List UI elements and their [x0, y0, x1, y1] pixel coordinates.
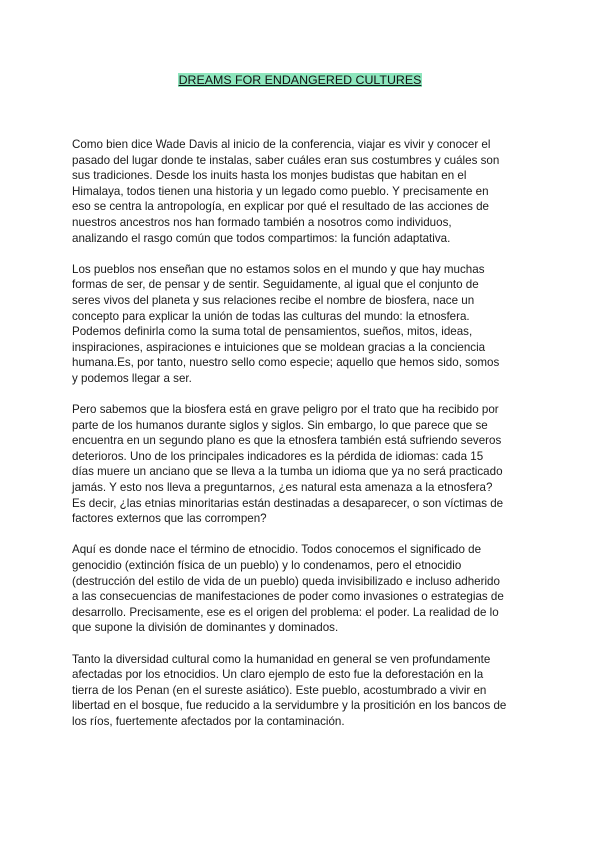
paragraph-line: y podemos llegar a ser. [72, 371, 192, 385]
paragraph-line: genocidio (extinción física de un pueblo) y lo condenamos, pero el etnocidio [72, 559, 462, 573]
paragraph-line: nuestros ancestros nos han formado también a nosotros como individuos, [72, 215, 452, 229]
paragraph-line: desarrollo. Precisamente, ese es el origen del problema: el poder. La realidad de lo [72, 605, 499, 619]
document-title-text: DREAMS FOR ENDANGERED CULTURES [178, 73, 422, 87]
document-title [0, 72, 600, 88]
paragraph-line: afectadas por los etnocidios. Un claro ejemplo de esto fue la deforestación en la [72, 668, 484, 682]
paragraph-line: sus tradiciones. Desde los inuits hasta los monjes budistas que habitan en el [72, 169, 467, 183]
paragraph-line: analizando el rasgo común que todos compartimos: la función adaptativa. [72, 231, 451, 245]
paragraph-5 [72, 652, 522, 730]
paragraph-line: Aquí es donde nace el término de etnocidio. Todos conocemos el significado de [72, 543, 482, 557]
paragraph-2 [72, 262, 522, 387]
paragraph-line: seres vivos del planeta y sus relaciones recibe el nombre de biosfera, nace un [72, 293, 475, 307]
paragraph-line: concepto para explicar la unión de todas las culturas del mundo: la etnosfera. [72, 309, 470, 323]
paragraph-line: tierra de los Penan (en el sureste asiático). Este pueblo, acostumbrado a vivir en [72, 683, 487, 697]
paragraph-line: Himalaya, todos tienen una historia y un legado como pueblo. Y precisamente en [72, 184, 489, 198]
paragraph-line: Es decir, ¿las etnias minoritarias están destinadas a desaparecer, o son víctimas de [72, 496, 504, 510]
paragraph-line: Podemos definirla como la suma total de pensamientos, sueños, mitos, ideas, [72, 325, 473, 339]
paragraph-line: (destrucción del estilo de vida de un pueblo) queda invisibilizado e incluso adherido [72, 574, 500, 588]
paragraph-line: los ríos, fuertemente afectados por la contaminación. [72, 714, 345, 728]
paragraph-line: Los pueblos nos enseñan que no estamos solos en el mundo y que hay muchas [72, 262, 485, 276]
paragraph-1 [72, 137, 522, 246]
paragraph-line: parte de los humanos durante siglos y siglos. Sin embargo, lo que parece que se [72, 418, 488, 432]
paragraph-line: pasado del lugar donde te instalas, saber cuáles eran sus costumbres y cuáles son [72, 153, 500, 167]
paragraph-line: inspiraciones, aspiraciones e intuiciones que se moldean gracias a la conciencia [72, 340, 486, 354]
paragraph-4 [72, 542, 522, 636]
paragraph-line: Como bien dice Wade Davis al inicio de la conferencia, viajar es vivir y conocer el [72, 138, 491, 151]
paragraph-line: Pero sabemos que la biosfera está en grave peligro por el trato que ha recibido por [72, 403, 499, 417]
paragraph-line: días muere un anciano que se lleva a la tumba un idioma que ya no será practicado [72, 465, 503, 479]
paragraph-line: eso se centra la antropología, en explicar por qué el resultado de las acciones de [72, 200, 489, 214]
paragraph-line: factores externos que las corrompen? [72, 512, 267, 526]
paragraph-line: que supone la división de dominantes y dominados. [72, 621, 339, 635]
paragraph-line: deterioros. Uno de los principales indicadores es la pérdida de idiomas: cada 15 [72, 449, 484, 463]
paragraph-3 [72, 402, 522, 527]
paragraph-line: libertad en el bosque, fue reducido a la servidumbre y la prositición en los bancos de [72, 699, 507, 713]
paragraph-line: formas de ser, de pensar y de sentir. Seguidamente, al igual que el conjunto de [72, 278, 479, 292]
paragraph-line: humana.Es, por tanto, nuestro sello como especie; aquello que hemos sido, somos [72, 356, 500, 370]
document-body [72, 137, 522, 745]
paragraph-line: a las consecuencias de manifestaciones de poder como invasiones o estrategias de [72, 590, 504, 604]
paragraph-line: encuentra en un segundo plano es que la etnosfera también está sufriendo severos [72, 434, 502, 448]
paragraph-line: Tanto la diversidad cultural como la humanidad en general se ven profundamente [72, 652, 491, 666]
paragraph-line: jamás. Y esto nos lleva a preguntarnos, ¿es natural esta amenaza a la etnosfera? [72, 481, 493, 495]
